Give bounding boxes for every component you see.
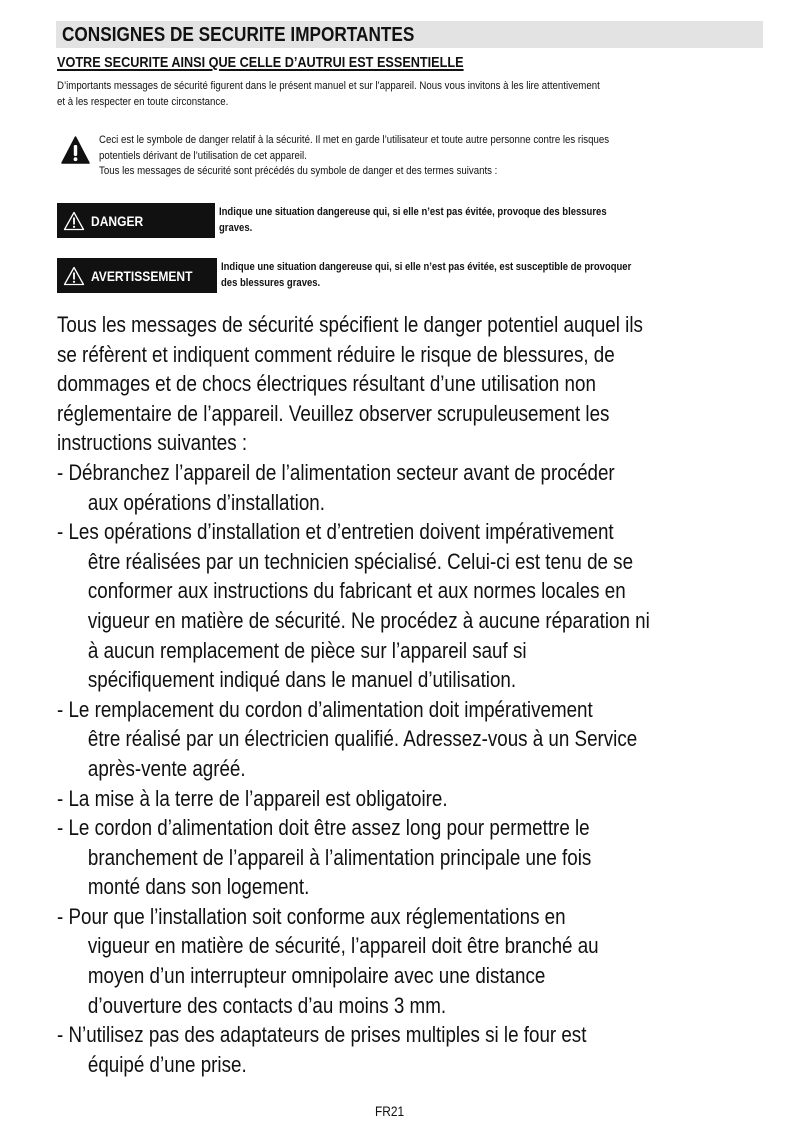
description-line: graves. xyxy=(219,222,253,234)
warning-outline-icon xyxy=(63,211,85,231)
instruction-item xyxy=(57,813,650,902)
warning-triangle-icon xyxy=(61,136,90,164)
safety-instructions xyxy=(57,310,650,1079)
instruction-first-line: - Le remplacement du cordon d’alimentation doit impérativement xyxy=(57,696,593,722)
section-title: CONSIGNES DE SECURITE IMPORTANTES xyxy=(62,24,415,46)
instruction-continuation: aux opérations d’installation. xyxy=(87,489,325,515)
body-intro-line: dommages et de chocs électriques résultant d’une utilisation non xyxy=(57,371,596,397)
description-line: Indique une situation dangereuse qui, si elle n’est pas évitée, provoque des blessures xyxy=(219,206,607,218)
warning-description xyxy=(221,259,631,291)
instruction-first-line: - La mise à la terre de l’appareil est obligatoire. xyxy=(57,785,448,811)
instruction-continuation: après-vente agréé. xyxy=(87,755,246,781)
body-intro-line: se réfèrent et indiquent comment réduire le risque de blessures, de xyxy=(57,341,615,367)
instruction-continuation: spécifiquement indiqué dans le manuel d’utilisation. xyxy=(87,667,517,693)
description-line: Indique une situation dangereuse qui, si elle n’est pas évitée, est susceptible de provoquer xyxy=(221,261,632,273)
instruction-first-line: - Le cordon d’alimentation doit être assez long pour permettre le xyxy=(57,815,590,841)
instruction-continuation: vigueur en matière de sécurité. Ne procédez à aucune réparation ni xyxy=(87,607,650,633)
instruction-continuation: à aucun remplacement de pièce sur l’appareil sauf si xyxy=(87,637,527,663)
warning-label: AVERTISSEMENT xyxy=(91,267,193,284)
instruction-continuation: moyen d’un interrupteur omnipolaire avec une distance xyxy=(87,963,546,989)
instruction-continuation: branchement de l’appareil à l’alimentation principale une fois xyxy=(87,844,592,870)
body-intro-line: instructions suivantes : xyxy=(57,430,248,456)
intro-line: D’importants messages de sécurité figurent dans le présent manuel et sur l’appareil. Nous vous invitons à les lire attentivement xyxy=(57,80,600,92)
description-line: des blessures graves. xyxy=(221,277,321,289)
instruction-item xyxy=(57,695,650,784)
instruction-item xyxy=(57,458,650,517)
instruction-first-line: - Les opérations d’installation et d’entretien doivent impérativement xyxy=(57,519,614,545)
warning-badge xyxy=(57,258,217,293)
intro-paragraph xyxy=(57,79,600,110)
instruction-continuation: être réalisé par un électricien qualifié. Adressez-vous à un Service xyxy=(87,726,638,752)
body-intro-line: Tous les messages de sécurité spécifient le danger potentiel auquel ils xyxy=(57,312,643,337)
subtitle: VOTRE SECURITE AINSI QUE CELLE D’AUTRUI EST ESSENTIELLE xyxy=(57,54,464,71)
symbol-explanation xyxy=(99,133,609,180)
instruction-continuation: conformer aux instructions du fabricant et aux normes locales en xyxy=(87,578,626,604)
instruction-continuation: être réalisées par un technicien spécialisé. Celui-ci est tenu de se xyxy=(87,548,634,574)
instruction-first-line: - Pour que l’installation soit conforme aux réglementations en xyxy=(57,903,566,929)
intro-line: et à les respecter en toute circonstance. xyxy=(57,95,229,108)
instruction-continuation: vigueur en matière de sécurité, l’appareil doit être branché au xyxy=(87,933,599,959)
instruction-item xyxy=(57,784,650,814)
page-number: FR21 xyxy=(375,1103,405,1119)
instruction-item xyxy=(57,902,650,1020)
instruction-continuation: monté dans son logement. xyxy=(87,874,310,900)
symbol-line: potentiels dérivant de l’utilisation de cet appareil. xyxy=(99,149,307,162)
instruction-first-line: - Débranchez l’appareil de l’alimentation secteur avant de procéder xyxy=(57,459,615,485)
body-intro-line: réglementaire de l’appareil. Veuillez observer scrupuleusement les xyxy=(57,400,610,426)
instruction-item xyxy=(57,517,650,695)
danger-label: DANGER xyxy=(91,212,144,229)
danger-badge xyxy=(57,203,215,238)
warning-outline-icon xyxy=(63,266,85,286)
instruction-continuation: équipé d’une prise. xyxy=(87,1051,247,1077)
symbol-line: Tous les messages de sécurité sont précédés du symbole de danger et des termes suivants : xyxy=(99,165,498,177)
instruction-item xyxy=(57,1020,650,1079)
instruction-continuation: d’ouverture des contacts d’au moins 3 mm. xyxy=(87,992,447,1018)
instruction-first-line: - N’utilisez pas des adaptateurs de prises multiples si le four est xyxy=(57,1022,587,1048)
symbol-line: Ceci est le symbole de danger relatif à la sécurité. Il met en garde l’utilisateur et toute autre personne contre les risques xyxy=(99,134,610,146)
danger-description xyxy=(219,204,607,236)
